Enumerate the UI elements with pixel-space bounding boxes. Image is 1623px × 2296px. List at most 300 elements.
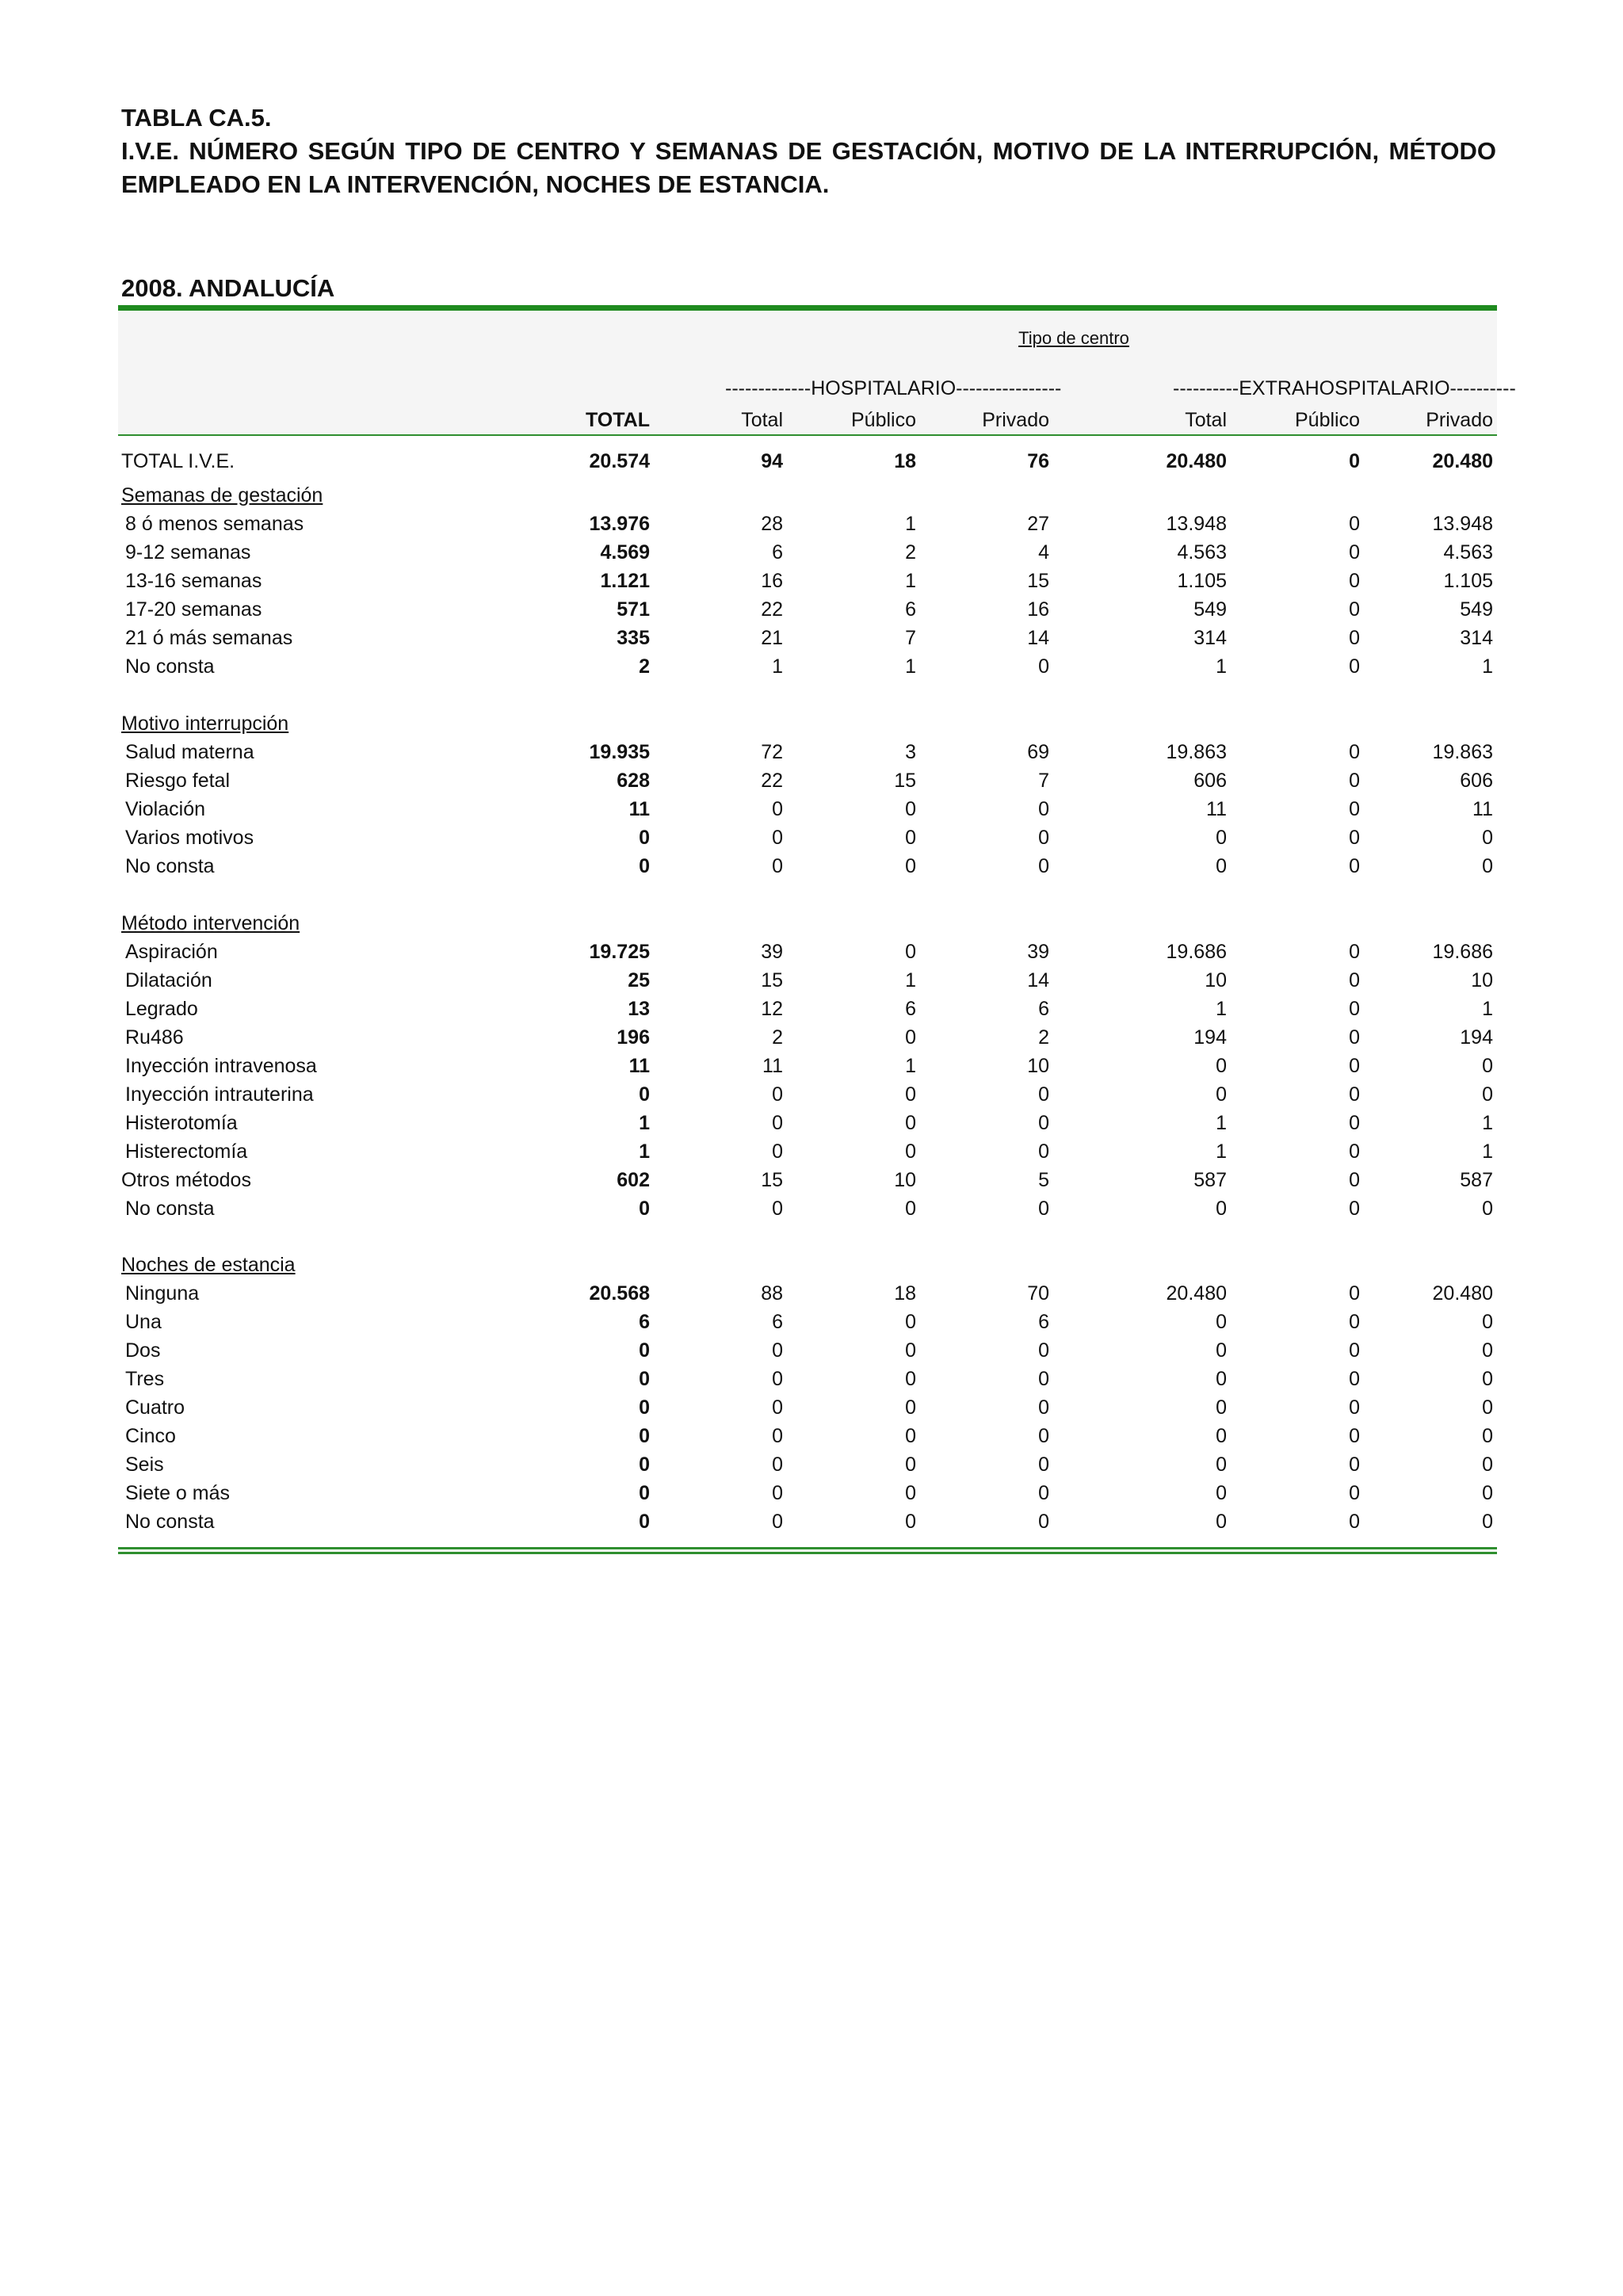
cell-extra-total: 19.686 xyxy=(1166,941,1227,963)
cell-extra-privado: 0 xyxy=(1482,1339,1493,1362)
section-heading: Método intervención xyxy=(121,912,300,934)
header-rule xyxy=(118,434,1497,436)
cell-total: 19.725 xyxy=(589,941,650,963)
cell-hosp-privado: 0 xyxy=(1038,1482,1049,1504)
cell-hosp-privado: 0 xyxy=(1038,1454,1049,1476)
cell-extra-publico: 0 xyxy=(1349,1482,1360,1504)
cell-hosp-privado: 0 xyxy=(1038,798,1049,820)
cell-hosp-total: 1 xyxy=(772,655,783,678)
cell-extra-publico: 0 xyxy=(1349,827,1360,849)
cell-total: 628 xyxy=(617,770,650,792)
cell-hosp-total: 6 xyxy=(772,1311,783,1333)
cell-extra-privado: 20.480 xyxy=(1432,1282,1493,1305)
section-heading: Motivo interrupción xyxy=(121,712,289,735)
row-label: TOTAL I.V.E. xyxy=(121,450,235,472)
cell-extra-publico: 0 xyxy=(1349,1198,1360,1220)
cell-extra-publico: 0 xyxy=(1349,1282,1360,1305)
cell-hosp-total: 0 xyxy=(772,1425,783,1447)
row-label: Siete o más xyxy=(125,1482,231,1504)
cell-hosp-total: 0 xyxy=(772,1368,783,1390)
cell-hosp-total: 0 xyxy=(772,1083,783,1106)
cell-hosp-publico: 0 xyxy=(905,1083,916,1106)
cell-extra-publico: 0 xyxy=(1349,770,1360,792)
row-label: No consta xyxy=(125,655,215,678)
document-title xyxy=(121,101,1496,201)
cell-total: 4.569 xyxy=(600,541,650,563)
cell-extra-privado: 0 xyxy=(1482,1454,1493,1476)
cell-extra-total: 0 xyxy=(1216,1482,1227,1504)
cell-extra-total: 0 xyxy=(1216,1311,1227,1333)
cell-total: 6 xyxy=(639,1311,650,1333)
cell-extra-publico: 0 xyxy=(1349,1140,1360,1163)
cell-extra-publico: 0 xyxy=(1349,1454,1360,1476)
cell-extra-total: 0 xyxy=(1216,855,1227,877)
section-title: 2008. ANDALUCÍA xyxy=(121,274,335,302)
row-label: Dilatación xyxy=(125,969,212,991)
cell-hosp-total: 72 xyxy=(761,741,783,763)
cell-extra-total: 0 xyxy=(1216,827,1227,849)
cell-hosp-publico: 0 xyxy=(905,1026,916,1049)
hospitalario-group-label: -------------HOSPITALARIO---------------- xyxy=(725,377,1062,399)
cell-total: 19.935 xyxy=(589,741,650,763)
cell-extra-publico: 0 xyxy=(1349,450,1360,472)
section-heading: Noches de estancia xyxy=(121,1254,296,1276)
tipo-centro-heading: Tipo de centro xyxy=(1018,328,1129,348)
row-label: Ninguna xyxy=(125,1282,200,1305)
cell-extra-privado: 0 xyxy=(1482,1198,1493,1220)
cell-extra-privado: 0 xyxy=(1482,1368,1493,1390)
table-row xyxy=(0,941,1623,969)
cell-extra-total: 1 xyxy=(1216,1112,1227,1134)
cell-extra-total: 587 xyxy=(1193,1169,1227,1191)
cell-hosp-total: 6 xyxy=(772,541,783,563)
cell-extra-total: 0 xyxy=(1216,1055,1227,1077)
cell-hosp-privado: 7 xyxy=(1038,770,1049,792)
cell-extra-total: 194 xyxy=(1193,1026,1227,1049)
cell-extra-privado: 0 xyxy=(1482,1311,1493,1333)
row-label: Cinco xyxy=(125,1425,176,1447)
col-head-hosp-total: Total xyxy=(741,409,783,431)
cell-extra-total: 0 xyxy=(1216,1339,1227,1362)
cell-total: 571 xyxy=(617,598,650,621)
table-row xyxy=(0,1482,1623,1511)
cell-extra-total: 0 xyxy=(1216,1454,1227,1476)
cell-hosp-privado: 15 xyxy=(1027,570,1049,592)
cell-extra-publico: 0 xyxy=(1349,1169,1360,1191)
cell-extra-total: 1 xyxy=(1216,1140,1227,1163)
cell-extra-publico: 0 xyxy=(1349,741,1360,763)
extrahospitalario-group-label: ----------EXTRAHOSPITALARIO---------- xyxy=(1173,377,1516,399)
row-label: Riesgo fetal xyxy=(125,770,231,792)
cell-hosp-total: 21 xyxy=(761,627,783,649)
cell-extra-privado: 587 xyxy=(1460,1169,1493,1191)
cell-extra-privado: 19.863 xyxy=(1432,741,1493,763)
cell-total: 2 xyxy=(639,655,650,678)
cell-hosp-publico: 18 xyxy=(894,1282,916,1305)
cell-hosp-publico: 0 xyxy=(905,1454,916,1476)
cell-extra-privado: 0 xyxy=(1482,855,1493,877)
cell-hosp-privado: 0 xyxy=(1038,1339,1049,1362)
cell-extra-total: 1 xyxy=(1216,655,1227,678)
cell-extra-publico: 0 xyxy=(1349,1425,1360,1447)
total-row xyxy=(0,450,1623,479)
cell-hosp-total: 94 xyxy=(761,450,783,472)
cell-total: 0 xyxy=(639,855,650,877)
cell-hosp-total: 0 xyxy=(772,1482,783,1504)
row-label: Legrado xyxy=(125,998,198,1020)
cell-extra-publico: 0 xyxy=(1349,570,1360,592)
cell-extra-privado: 1 xyxy=(1482,655,1493,678)
cell-hosp-privado: 14 xyxy=(1027,969,1049,991)
cell-extra-publico: 0 xyxy=(1349,969,1360,991)
cell-extra-total: 0 xyxy=(1216,1396,1227,1419)
col-head-extra-privado: Privado xyxy=(1426,409,1493,431)
cell-extra-publico: 0 xyxy=(1349,513,1360,535)
cell-extra-privado: 0 xyxy=(1482,1482,1493,1504)
cell-extra-privado: 11 xyxy=(1472,798,1493,820)
table-row xyxy=(0,541,1623,570)
cell-hosp-total: 11 xyxy=(762,1055,783,1077)
cell-hosp-publico: 0 xyxy=(905,798,916,820)
cell-hosp-privado: 14 xyxy=(1027,627,1049,649)
cell-hosp-privado: 0 xyxy=(1038,1511,1049,1533)
cell-hosp-publico: 0 xyxy=(905,1198,916,1220)
table-row xyxy=(0,655,1623,684)
cell-extra-publico: 0 xyxy=(1349,1339,1360,1362)
cell-hosp-privado: 0 xyxy=(1038,1112,1049,1134)
row-label: Seis xyxy=(125,1454,164,1476)
cell-hosp-privado: 0 xyxy=(1038,855,1049,877)
cell-extra-publico: 0 xyxy=(1349,541,1360,563)
cell-extra-publico: 0 xyxy=(1349,998,1360,1020)
row-label: Histerectomía xyxy=(125,1140,248,1163)
row-label: Ru486 xyxy=(125,1026,184,1049)
cell-total: 0 xyxy=(639,1511,650,1533)
cell-total: 0 xyxy=(639,1198,650,1220)
cell-hosp-total: 39 xyxy=(761,941,783,963)
row-label: Otros métodos xyxy=(121,1169,251,1191)
cell-hosp-total: 0 xyxy=(772,1511,783,1533)
cell-hosp-publico: 15 xyxy=(894,770,916,792)
table-row xyxy=(0,513,1623,541)
cell-hosp-publico: 1 xyxy=(905,969,916,991)
table-id: TABLA CA.5. xyxy=(121,104,272,132)
table-row xyxy=(0,1083,1623,1112)
cell-total: 13 xyxy=(628,998,650,1020)
table-row xyxy=(0,969,1623,998)
cell-hosp-total: 22 xyxy=(761,770,783,792)
cell-extra-privado: 0 xyxy=(1482,827,1493,849)
table-row xyxy=(0,1339,1623,1368)
cell-extra-total: 0 xyxy=(1216,1198,1227,1220)
cell-total: 0 xyxy=(639,827,650,849)
cell-extra-total: 1.105 xyxy=(1177,570,1227,592)
cell-hosp-total: 0 xyxy=(772,1396,783,1419)
cell-hosp-publico: 6 xyxy=(905,598,916,621)
row-label: Histerotomía xyxy=(125,1112,238,1134)
section-heading: Semanas de gestación xyxy=(121,484,323,506)
cell-extra-privado: 1 xyxy=(1482,1140,1493,1163)
cell-hosp-privado: 69 xyxy=(1027,741,1049,763)
cell-hosp-publico: 0 xyxy=(905,827,916,849)
cell-hosp-privado: 0 xyxy=(1038,1083,1049,1106)
row-label: 9-12 semanas xyxy=(125,541,251,563)
cell-hosp-publico: 1 xyxy=(905,570,916,592)
cell-extra-privado: 1.105 xyxy=(1443,570,1493,592)
cell-hosp-total: 15 xyxy=(761,969,783,991)
cell-extra-privado: 0 xyxy=(1482,1055,1493,1077)
cell-hosp-privado: 10 xyxy=(1027,1055,1049,1077)
cell-hosp-publico: 6 xyxy=(905,998,916,1020)
row-label: No consta xyxy=(125,1511,215,1533)
cell-extra-total: 10 xyxy=(1205,969,1227,991)
cell-total: 196 xyxy=(617,1026,650,1049)
cell-hosp-publico: 0 xyxy=(905,1112,916,1134)
table-row xyxy=(0,827,1623,855)
cell-extra-privado: 606 xyxy=(1460,770,1493,792)
cell-hosp-privado: 39 xyxy=(1027,941,1049,963)
row-label: Cuatro xyxy=(125,1396,185,1419)
cell-hosp-publico: 0 xyxy=(905,1339,916,1362)
cell-total: 0 xyxy=(639,1083,650,1106)
row-label: Inyección intrauterina xyxy=(125,1083,314,1106)
cell-hosp-total: 12 xyxy=(761,998,783,1020)
cell-hosp-total: 22 xyxy=(761,598,783,621)
cell-hosp-publico: 0 xyxy=(905,1311,916,1333)
cell-hosp-publico: 0 xyxy=(905,1425,916,1447)
row-label: 8 ó menos semanas xyxy=(125,513,304,535)
table-row xyxy=(0,1396,1623,1425)
cell-hosp-privado: 6 xyxy=(1038,998,1049,1020)
cell-extra-publico: 0 xyxy=(1349,1083,1360,1106)
cell-total: 25 xyxy=(628,969,650,991)
cell-total: 20.568 xyxy=(589,1282,650,1305)
cell-total: 0 xyxy=(639,1396,650,1419)
cell-extra-privado: 0 xyxy=(1482,1511,1493,1533)
cell-hosp-total: 16 xyxy=(761,570,783,592)
cell-hosp-privado: 6 xyxy=(1038,1311,1049,1333)
col-head-extra-total: Total xyxy=(1185,409,1227,431)
cell-hosp-privado: 76 xyxy=(1027,450,1049,472)
cell-hosp-privado: 0 xyxy=(1038,1140,1049,1163)
cell-extra-publico: 0 xyxy=(1349,1311,1360,1333)
row-label: Inyección intravenosa xyxy=(125,1055,317,1077)
cell-hosp-total: 2 xyxy=(772,1026,783,1049)
table-description: I.V.E. NÚMERO SEGÚN TIPO DE CENTRO Y SEMANAS DE GESTACIÓN, MOTIVO DE LA INTERRUPCIÓN, MÉTODO EMPLEADO EN LA INTERVENCIÓN, NOCHES DE ESTANCIA. xyxy=(121,137,1496,198)
cell-hosp-total: 0 xyxy=(772,798,783,820)
cell-extra-total: 4.563 xyxy=(1177,541,1227,563)
cell-total: 0 xyxy=(639,1425,650,1447)
cell-hosp-publico: 18 xyxy=(894,450,916,472)
cell-hosp-publico: 0 xyxy=(905,1368,916,1390)
cell-extra-publico: 0 xyxy=(1349,598,1360,621)
row-label: Dos xyxy=(125,1339,161,1362)
cell-extra-publico: 0 xyxy=(1349,1026,1360,1049)
cell-hosp-privado: 0 xyxy=(1038,1396,1049,1419)
cell-hosp-privado: 5 xyxy=(1038,1169,1049,1191)
cell-hosp-privado: 0 xyxy=(1038,1425,1049,1447)
cell-hosp-publico: 0 xyxy=(905,1482,916,1504)
cell-extra-privado: 4.563 xyxy=(1443,541,1493,563)
table-row xyxy=(0,1055,1623,1083)
cell-extra-total: 606 xyxy=(1193,770,1227,792)
cell-hosp-total: 28 xyxy=(761,513,783,535)
table-bottom-rule-double xyxy=(118,1552,1497,1554)
cell-extra-privado: 314 xyxy=(1460,627,1493,649)
cell-extra-publico: 0 xyxy=(1349,855,1360,877)
row-label: Salud materna xyxy=(125,741,254,763)
cell-hosp-privado: 0 xyxy=(1038,1368,1049,1390)
cell-hosp-total: 15 xyxy=(761,1169,783,1191)
cell-extra-total: 549 xyxy=(1193,598,1227,621)
cell-total: 13.976 xyxy=(589,513,650,535)
table-row xyxy=(0,1311,1623,1339)
cell-extra-publico: 0 xyxy=(1349,1112,1360,1134)
row-label: 21 ó más semanas xyxy=(125,627,293,649)
cell-extra-publico: 0 xyxy=(1349,941,1360,963)
cell-hosp-total: 0 xyxy=(772,827,783,849)
cell-extra-privado: 1 xyxy=(1482,1112,1493,1134)
cell-total: 335 xyxy=(617,627,650,649)
cell-extra-total: 1 xyxy=(1216,998,1227,1020)
col-head-hosp-privado: Privado xyxy=(982,409,1049,431)
cell-hosp-privado: 0 xyxy=(1038,1198,1049,1220)
cell-extra-total: 20.480 xyxy=(1166,1282,1227,1305)
cell-hosp-publico: 2 xyxy=(905,541,916,563)
cell-total: 1.121 xyxy=(600,570,650,592)
cell-extra-publico: 0 xyxy=(1349,798,1360,820)
row-label: Tres xyxy=(125,1368,165,1390)
cell-hosp-privado: 70 xyxy=(1027,1282,1049,1305)
cell-hosp-total: 0 xyxy=(772,1339,783,1362)
cell-extra-total: 314 xyxy=(1193,627,1227,649)
table-row xyxy=(0,598,1623,627)
col-head-hosp-publico: Público xyxy=(851,409,916,431)
cell-hosp-publico: 7 xyxy=(905,627,916,649)
cell-extra-privado: 0 xyxy=(1482,1396,1493,1419)
cell-total: 0 xyxy=(639,1339,650,1362)
table-row xyxy=(0,1140,1623,1169)
cell-hosp-publico: 10 xyxy=(894,1169,916,1191)
cell-hosp-total: 0 xyxy=(772,1140,783,1163)
cell-extra-privado: 1 xyxy=(1482,998,1493,1020)
row-label: No consta xyxy=(125,1198,215,1220)
cell-total: 1 xyxy=(639,1112,650,1134)
cell-extra-privado: 13.948 xyxy=(1432,513,1493,535)
cell-hosp-total: 88 xyxy=(761,1282,783,1305)
table-row xyxy=(0,1169,1623,1198)
cell-extra-privado: 19.686 xyxy=(1432,941,1493,963)
cell-hosp-publico: 3 xyxy=(905,741,916,763)
cell-extra-privado: 194 xyxy=(1460,1026,1493,1049)
row-label: 17-20 semanas xyxy=(125,598,262,621)
table-row xyxy=(0,1511,1623,1539)
cell-hosp-publico: 0 xyxy=(905,855,916,877)
cell-hosp-total: 0 xyxy=(772,1198,783,1220)
table-row xyxy=(0,1425,1623,1454)
table-row xyxy=(0,570,1623,598)
cell-extra-publico: 0 xyxy=(1349,1396,1360,1419)
cell-hosp-publico: 0 xyxy=(905,1396,916,1419)
cell-extra-publico: 0 xyxy=(1349,627,1360,649)
table-row xyxy=(0,1454,1623,1482)
cell-extra-total: 20.480 xyxy=(1166,450,1227,472)
cell-extra-publico: 0 xyxy=(1349,655,1360,678)
cell-extra-publico: 0 xyxy=(1349,1368,1360,1390)
table-row xyxy=(0,998,1623,1026)
cell-extra-publico: 0 xyxy=(1349,1055,1360,1077)
table-row xyxy=(0,627,1623,655)
cell-extra-publico: 0 xyxy=(1349,1511,1360,1533)
cell-extra-privado: 10 xyxy=(1471,969,1493,991)
table-row xyxy=(0,741,1623,770)
cell-hosp-privado: 0 xyxy=(1038,655,1049,678)
cell-extra-privado: 0 xyxy=(1482,1425,1493,1447)
table-row xyxy=(0,798,1623,827)
cell-hosp-publico: 0 xyxy=(905,941,916,963)
cell-total: 0 xyxy=(639,1454,650,1476)
cell-hosp-publico: 1 xyxy=(905,1055,916,1077)
row-label: 13-16 semanas xyxy=(125,570,262,592)
cell-hosp-privado: 0 xyxy=(1038,827,1049,849)
cell-total: 20.574 xyxy=(589,450,650,472)
table-row xyxy=(0,770,1623,798)
row-label: Violación xyxy=(125,798,206,820)
cell-hosp-publico: 1 xyxy=(905,513,916,535)
cell-total: 602 xyxy=(617,1169,650,1191)
section-rule xyxy=(118,305,1497,311)
cell-extra-total: 0 xyxy=(1216,1083,1227,1106)
row-label: No consta xyxy=(125,855,215,877)
table-row xyxy=(0,1368,1623,1396)
cell-extra-total: 11 xyxy=(1206,798,1227,820)
table-row xyxy=(0,855,1623,884)
cell-total: 11 xyxy=(628,798,650,820)
cell-total: 1 xyxy=(639,1140,650,1163)
table-row xyxy=(0,1198,1623,1226)
cell-extra-total: 13.948 xyxy=(1166,513,1227,535)
cell-total: 0 xyxy=(639,1368,650,1390)
cell-hosp-privado: 4 xyxy=(1038,541,1049,563)
cell-hosp-total: 0 xyxy=(772,855,783,877)
row-label: Una xyxy=(125,1311,162,1333)
cell-extra-privado: 0 xyxy=(1482,1083,1493,1106)
cell-hosp-privado: 2 xyxy=(1038,1026,1049,1049)
cell-hosp-publico: 0 xyxy=(905,1140,916,1163)
table-row xyxy=(0,1026,1623,1055)
cell-total: 11 xyxy=(628,1055,650,1077)
cell-hosp-total: 0 xyxy=(772,1454,783,1476)
cell-total: 0 xyxy=(639,1482,650,1504)
table-row xyxy=(0,1112,1623,1140)
cell-extra-privado: 20.480 xyxy=(1432,450,1493,472)
table-bottom-rule xyxy=(118,1547,1497,1549)
cell-hosp-publico: 0 xyxy=(905,1511,916,1533)
cell-extra-privado: 549 xyxy=(1460,598,1493,621)
cell-extra-total: 0 xyxy=(1216,1425,1227,1447)
cell-extra-total: 19.863 xyxy=(1166,741,1227,763)
cell-extra-total: 0 xyxy=(1216,1511,1227,1533)
cell-hosp-publico: 1 xyxy=(905,655,916,678)
row-label: Varios motivos xyxy=(125,827,254,849)
cell-extra-total: 0 xyxy=(1216,1368,1227,1390)
cell-hosp-privado: 16 xyxy=(1027,598,1049,621)
col-head-extra-publico: Público xyxy=(1295,409,1360,431)
col-head-total: TOTAL xyxy=(585,409,650,431)
row-label: Aspiración xyxy=(125,941,218,963)
cell-hosp-total: 0 xyxy=(772,1112,783,1134)
table-row xyxy=(0,1282,1623,1311)
